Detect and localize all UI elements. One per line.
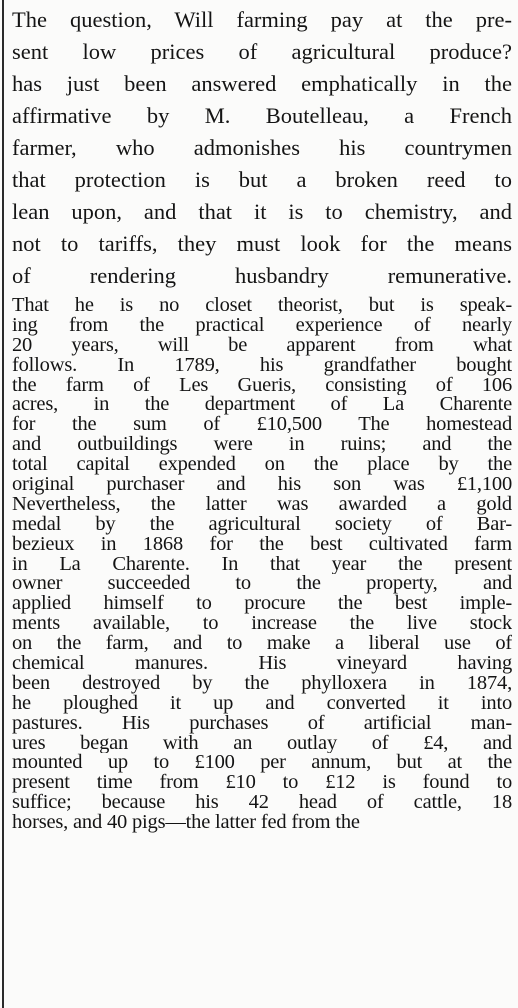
- text-line: mounted up to £100 per annum, but at the: [12, 753, 512, 774]
- text-line: present time from £10 to £12 is found to: [12, 773, 512, 794]
- text-line: for the sum of £10,500 The homestead: [12, 415, 512, 436]
- text-line: farmer, who admonishes his countrymen: [12, 135, 512, 160]
- body-paragraph: [12, 296, 512, 833]
- text-line: of rendering husbandry remunerative.: [12, 263, 512, 288]
- text-line: bezieux in 1868 for the best cultivated farm: [12, 534, 512, 555]
- text-line: applied himself to procure the best imple-: [12, 594, 512, 615]
- text-line: he ploughed it up and converted it into: [12, 693, 512, 714]
- lead-paragraph: [12, 0, 512, 292]
- text-line: not to tariffs, they must look for the means: [12, 231, 512, 256]
- text-line: affirmative by M. Boutelleau, a French: [12, 103, 512, 128]
- text-line: That he is no closet theorist, but is speak-: [12, 296, 512, 316]
- text-line: suffice; because his 42 head of cattle, 18: [12, 793, 512, 814]
- text-line: ments available, to increase the live stock: [12, 614, 512, 635]
- text-line: acres, in the department of La Charente: [12, 395, 512, 416]
- text-line: horses, and 40 pigs—the latter fed from the: [12, 813, 360, 834]
- column-rule: [2, 0, 4, 1008]
- text-line: on the farm, and to make a liberal use of: [12, 634, 512, 655]
- text-line: ing from the practical experience of nearly: [12, 315, 512, 336]
- text-line: follows. In 1789, his grandfather bought: [12, 355, 512, 376]
- text-line: pastures. His purchases of artificial man-: [12, 713, 512, 734]
- text-line: lean upon, and that it is to chemistry, and: [12, 199, 512, 224]
- text-line: has just been answered emphatically in the: [12, 71, 512, 96]
- text-line: ures began with an outlay of £4, and: [12, 733, 512, 754]
- text-line: in La Charente. In that year the present: [12, 554, 512, 575]
- text-line: the farm of Les Gueris, consisting of 106: [12, 375, 512, 396]
- text-line: chemical manures. His vineyard having: [12, 654, 512, 674]
- article-column: [12, 0, 512, 833]
- text-line: 20 years, will be apparent from what: [12, 335, 512, 356]
- text-line: that protection is but a broken reed to: [12, 167, 512, 192]
- text-line: owner succeeded to the property, and: [12, 574, 512, 595]
- text-line: Nevertheless, the latter was awarded a gold: [12, 494, 512, 515]
- text-line: original purchaser and his son was £1,100: [12, 475, 512, 495]
- text-line: been destroyed by the phylloxera in 1874,: [12, 673, 512, 694]
- text-line: total capital expended on the place by the: [12, 455, 512, 476]
- text-line: and outbuildings were in ruins; and the: [12, 435, 512, 456]
- text-line: sent low prices of agricultural produce?: [12, 39, 512, 64]
- text-line: medal by the agricultural society of Bar-: [12, 514, 512, 535]
- text-line: The question, Will farming pay at the pre-: [12, 7, 512, 32]
